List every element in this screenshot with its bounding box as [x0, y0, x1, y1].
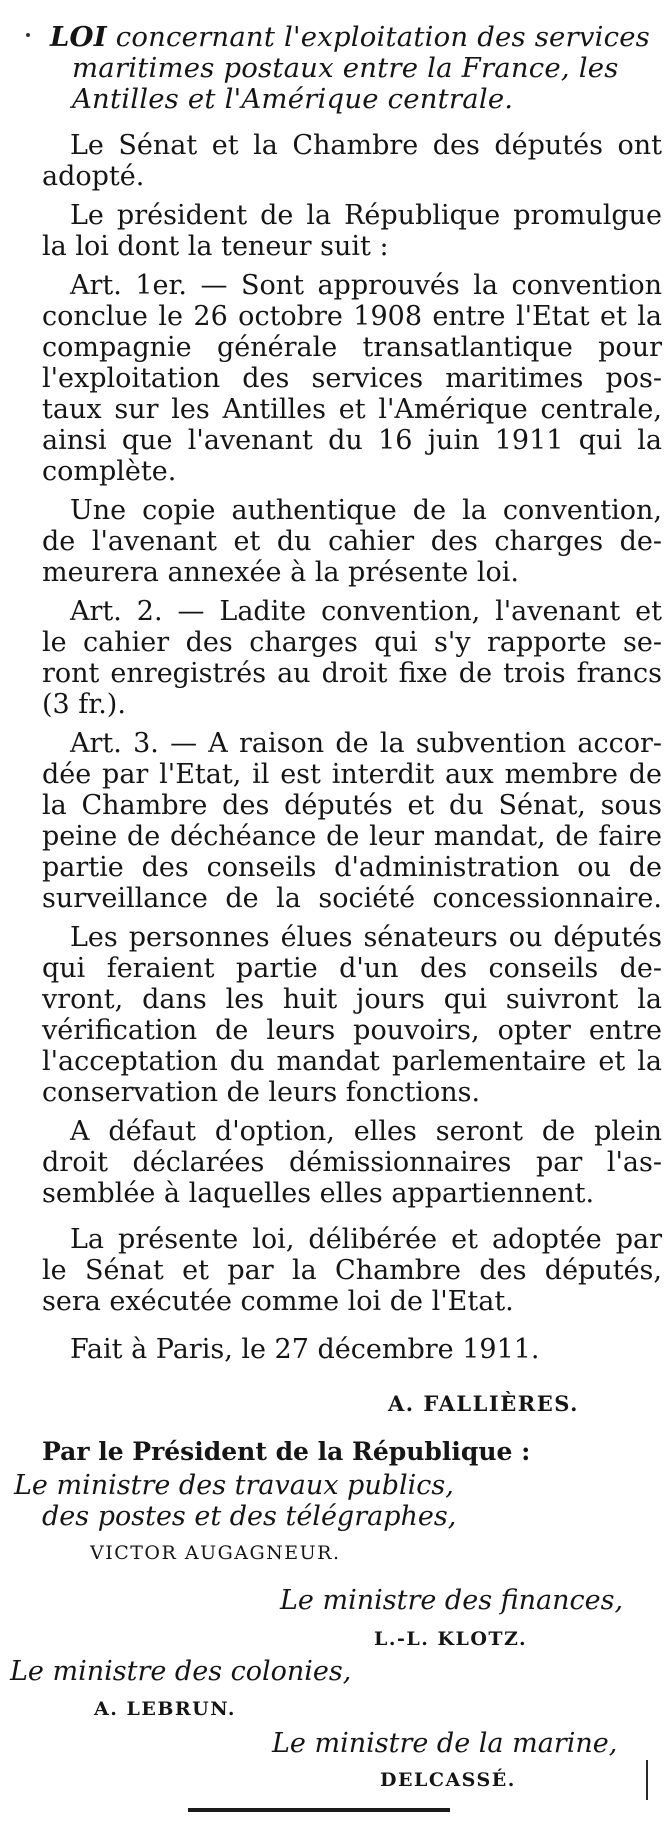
- body-line: Une copie authentique de la convention,: [70, 495, 662, 526]
- body-line: droit déclarées démissionnaires par l'as-: [42, 1147, 662, 1178]
- date-line: Fait à Paris, le 27 décembre 1911.: [70, 1334, 540, 1365]
- law-title-line-1: [50, 22, 666, 53]
- body-line: compagnie générale transatlantique pour: [42, 332, 662, 363]
- law-title-line-2: maritimes postaux entre la France, les: [72, 52, 619, 84]
- body-line: surveillance de la société concessionnaire.: [42, 883, 662, 914]
- body-line: (3 fr.).: [42, 689, 126, 720]
- body-line: partie des conseils d'administration ou de: [42, 852, 662, 883]
- body-line: complète.: [42, 456, 177, 487]
- signature-delcasse: DELCASSÉ.: [380, 1769, 516, 1791]
- body-line: A défaut d'option, elles seront de plein: [70, 1116, 662, 1147]
- body-line: la loi dont la teneur suit :: [42, 231, 389, 262]
- ink-speck: [26, 33, 30, 37]
- body-line: la Chambre des députés et du Sénat, sous: [42, 790, 662, 821]
- body-line: dée par l'Etat, il est interdit aux membre de: [42, 759, 662, 790]
- body-line: sera exécutée comme loi de l'Etat.: [42, 1286, 514, 1317]
- body-line: ront enregistrés au droit fixe de trois francs: [42, 658, 662, 689]
- body-line: vront, dans les huit jours qui suivront la: [42, 984, 662, 1015]
- body-line: conclue le 26 octobre 1908 entre l'Etat et la: [42, 301, 662, 332]
- body-line: qui feraient partie d'un des conseils de-: [42, 953, 662, 984]
- par-le-president: Par le Président de la République :: [42, 1437, 531, 1466]
- ministre-travaux-line-1: Le ministre des travaux publics,: [14, 1470, 454, 1501]
- body-line: ainsi que l'avenant du 16 juin 1911 qui la: [42, 425, 662, 456]
- body-line: taux sur les Antilles et l'Amérique centrale,: [42, 394, 662, 425]
- law-title-text-1: concernant l'exploitation des services: [115, 21, 650, 53]
- body-line: peine de déchéance de leur mandat, de faire: [42, 821, 662, 852]
- body-line: le Sénat et par la Chambre des députés,: [42, 1255, 662, 1286]
- body-line: Art. 2. — Ladite convention, l'avenant et: [70, 596, 662, 627]
- body-line: Le Sénat et la Chambre des députés ont: [70, 130, 662, 161]
- law-title-line-3: Antilles et l'Amérique centrale.: [72, 83, 514, 115]
- body-line: Le président de la République promulgue: [70, 200, 662, 231]
- signature-augagneur: VICTOR AUGAGNEUR.: [90, 1542, 341, 1564]
- body-line: Art. 3. — A raison de la subvention accor-: [70, 728, 662, 759]
- closing-rule: [188, 1808, 450, 1812]
- body-line: Les personnes élues sénateurs ou députés: [70, 922, 662, 953]
- body-line: de l'avenant et du cahier des charges de-: [42, 526, 662, 557]
- body-line: le cahier des charges qui s'y rapporte se-: [42, 627, 662, 658]
- body-line: l'acceptation du mandat parlementaire et la: [42, 1046, 662, 1077]
- body-line: meurera annexée à la présente loi.: [42, 557, 519, 588]
- body-line: vérification de leurs pouvoirs, opter entre: [42, 1015, 662, 1046]
- body-line: Art. 1er. — Sont approuvés la convention: [70, 270, 662, 301]
- body-line: conservation de leurs fonctions.: [42, 1077, 481, 1108]
- signature-klotz: L.-L. KLOTZ.: [374, 1628, 528, 1650]
- body-line: adopté.: [42, 161, 145, 192]
- ministre-marine: Le ministre de la marine,: [272, 1728, 618, 1759]
- column-edge-mark: [646, 1760, 648, 1800]
- body-line: semblée à laquelles elles appartiennent.: [42, 1178, 595, 1209]
- ministre-colonies: Le ministre des colonies,: [10, 1656, 352, 1687]
- body-line: l'exploitation des services maritimes pos-: [42, 363, 662, 394]
- signature-lebrun: A. LEBRUN.: [94, 1698, 236, 1720]
- signature-president: A. FALLIÈRES.: [388, 1391, 579, 1416]
- ministre-finances: Le ministre des finances,: [280, 1585, 624, 1616]
- law-title-lead: LOI: [50, 21, 107, 53]
- ministre-travaux-line-2: des postes et des télégraphes,: [42, 1501, 457, 1532]
- body-line: La présente loi, délibérée et adoptée par: [70, 1224, 662, 1255]
- law-title: [50, 22, 666, 115]
